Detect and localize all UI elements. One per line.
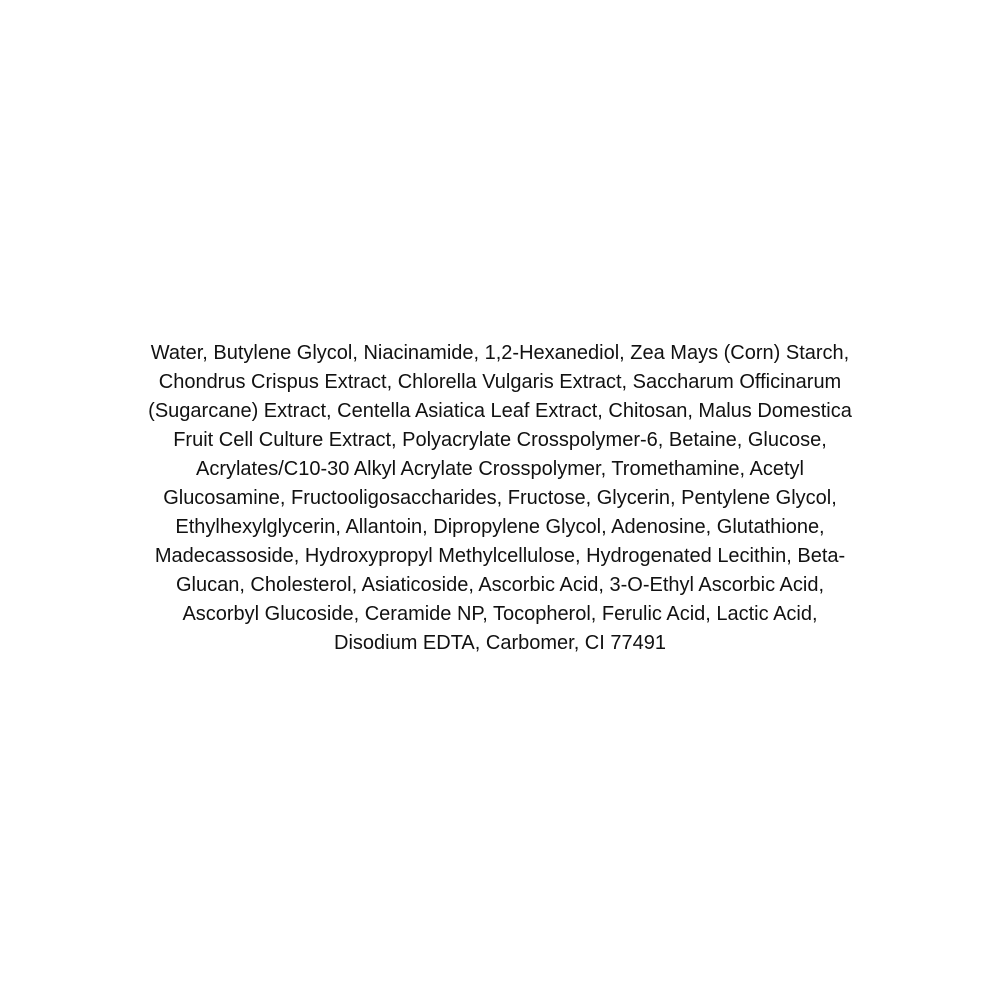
ingredients-line: Glucosamine, Fructooligosaccharides, Fructose, Glycerin, Pentylene Glycol, [163, 487, 837, 509]
ingredients-line: Fruit Cell Culture Extract, Polyacrylate Crosspolymer-6, Betaine, Glucose, [173, 429, 827, 451]
ingredients-line: Madecassoside, Hydroxypropyl Methylcellulose, Hydrogenated Lecithin, Beta- [154, 545, 846, 567]
ingredients-line: Water, Butylene Glycol, Niacinamide, 1,2-Hexanediol, Zea Mays (Corn) Starch, [150, 342, 850, 364]
ingredients-line: Ascorbyl Glucoside, Ceramide NP, Tocopherol, Ferulic Acid, Lactic Acid, [182, 603, 818, 625]
ingredients-line: Ethylhexylglycerin, Allantoin, Dipropylene Glycol, Adenosine, Glutathione, [175, 516, 825, 538]
ingredients-line: Acrylates/C10-30 Alkyl Acrylate Crosspolymer, Tromethamine, Acetyl [195, 458, 804, 480]
ingredients-line: Chondrus Crispus Extract, Chlorella Vulgaris Extract, Saccharum Officinarum [158, 371, 842, 393]
ingredients-list [50, 339, 950, 658]
ingredients-line: Disodium EDTA, Carbomer, CI 77491 [334, 632, 666, 654]
ingredients-line: (Sugarcane) Extract, Centella Asiatica Leaf Extract, Chitosan, Malus Domestica [148, 400, 852, 422]
ingredients-line: Glucan, Cholesterol, Asiaticoside, Ascorbic Acid, 3-O-Ethyl Ascorbic Acid, [175, 574, 825, 596]
